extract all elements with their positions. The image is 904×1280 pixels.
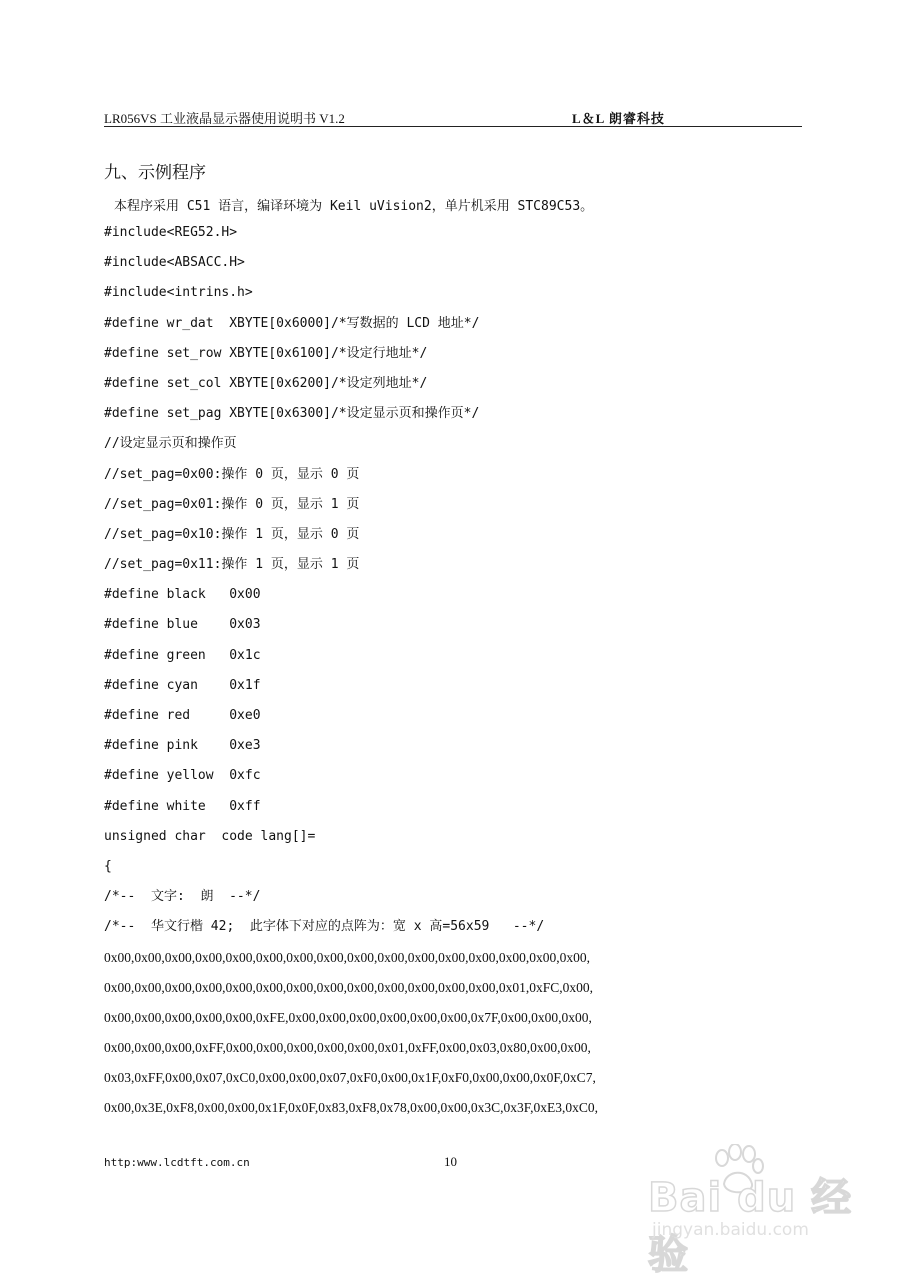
code-line: #define pink 0xe3	[104, 738, 261, 754]
code-line: #define blue 0x03	[104, 617, 261, 633]
code-line: //set_pag=0x10:操作 1 页，显示 0 页	[104, 526, 360, 542]
code-line: #define set_pag XBYTE[0x6300]/*设定显示页和操作页*/	[104, 406, 480, 422]
baidu-watermark	[640, 1140, 870, 1278]
code-line: #define yellow 0xfc	[104, 768, 261, 784]
code-line: {	[104, 858, 112, 874]
code-line: #define set_row XBYTE[0x6100]/*设定行地址*/	[104, 345, 428, 361]
code-line: #include<ABSACC.H>	[104, 255, 245, 271]
page-number: 10	[444, 1154, 457, 1169]
code-line: //set_pag=0x01:操作 0 页，显示 1 页	[104, 496, 360, 512]
code-line: #include<REG52.H>	[104, 225, 238, 240]
code-line: #define green 0x1c	[104, 647, 261, 663]
code-line: #define red 0xe0	[104, 708, 261, 723]
code-line: #define wr_dat XBYTE[0x6000]/*写数据的 LCD 地址*/	[104, 315, 480, 331]
footer-url: http:www.lcdtft.com.cn	[104, 1156, 250, 1169]
hex-data-line: 0x00,0x00,0x00,0x00,0x00,0x00,0x00,0x00,0x00,0x00,0x00,0x00,0x00,0x00,0x00,0x00,	[104, 949, 590, 965]
hex-data-line: 0x00,0x00,0x00,0xFF,0x00,0x00,0x00,0x00,0x00,0x01,0xFF,0x00,0x03,0x80,0x00,0x00,	[104, 1040, 591, 1056]
code-line: /*-- 华文行楷 42; 此字体下对应的点阵为：宽 x 高=56x59 --*/	[104, 919, 545, 935]
watermark-url: jingyan.baidu.com	[652, 1220, 809, 1240]
code-line: #define white 0xff	[104, 798, 261, 814]
hex-data-line: 0x00,0x00,0x00,0x00,0x00,0xFE,0x00,0x00,0x00,0x00,0x00,0x00,0x7F,0x00,0x00,0x00,	[104, 1009, 592, 1025]
company-name: L＆L 朗睿科技	[572, 111, 665, 126]
code-line: //set_pag=0x00:操作 0 页，显示 0 页	[104, 466, 360, 482]
code-line: //设定显示页和操作页	[104, 436, 237, 452]
intro-paragraph: 本程序采用 C51 语言，编译环境为 Keil uVision2，单片机采用 STC89C53。	[114, 199, 594, 214]
hex-data-line: 0x03,0xFF,0x00,0x07,0xC0,0x00,0x00,0x07,0xF0,0x00,0x1F,0xF0,0x00,0x00,0x0F,0xC7,	[104, 1070, 596, 1086]
code-line: #define cyan 0x1f	[104, 677, 261, 693]
document-title: LR056VS 工业液晶显示器使用说明书 V1.2	[104, 111, 345, 126]
code-listing	[104, 218, 804, 1124]
page-header	[104, 106, 802, 127]
code-line: #include<intrins.h>	[104, 285, 253, 301]
watermark-brand: Bai du 经验	[648, 1175, 853, 1278]
hex-data-line: 0x00,0x00,0x00,0x00,0x00,0x00,0x00,0x00,0x00,0x00,0x00,0x00,0x00,0x01,0xFC,0x00,	[104, 979, 594, 995]
section-title: 九、示例程序	[104, 163, 206, 183]
code-line: #define set_col XBYTE[0x6200]/*设定列地址*/	[104, 375, 428, 391]
code-line: #define black 0x00	[104, 587, 261, 603]
code-line: //set_pag=0x11:操作 1 页，显示 1 页	[104, 557, 360, 573]
code-line: /*-- 文字: 朗 --*/	[104, 889, 261, 905]
code-line: unsigned char code lang[]=	[104, 828, 316, 844]
hex-data-line: 0x00,0x3E,0xF8,0x00,0x00,0x1F,0x0F,0x83,0xF8,0x78,0x00,0x00,0x3C,0x3F,0xE3,0xC0,	[104, 1100, 599, 1116]
